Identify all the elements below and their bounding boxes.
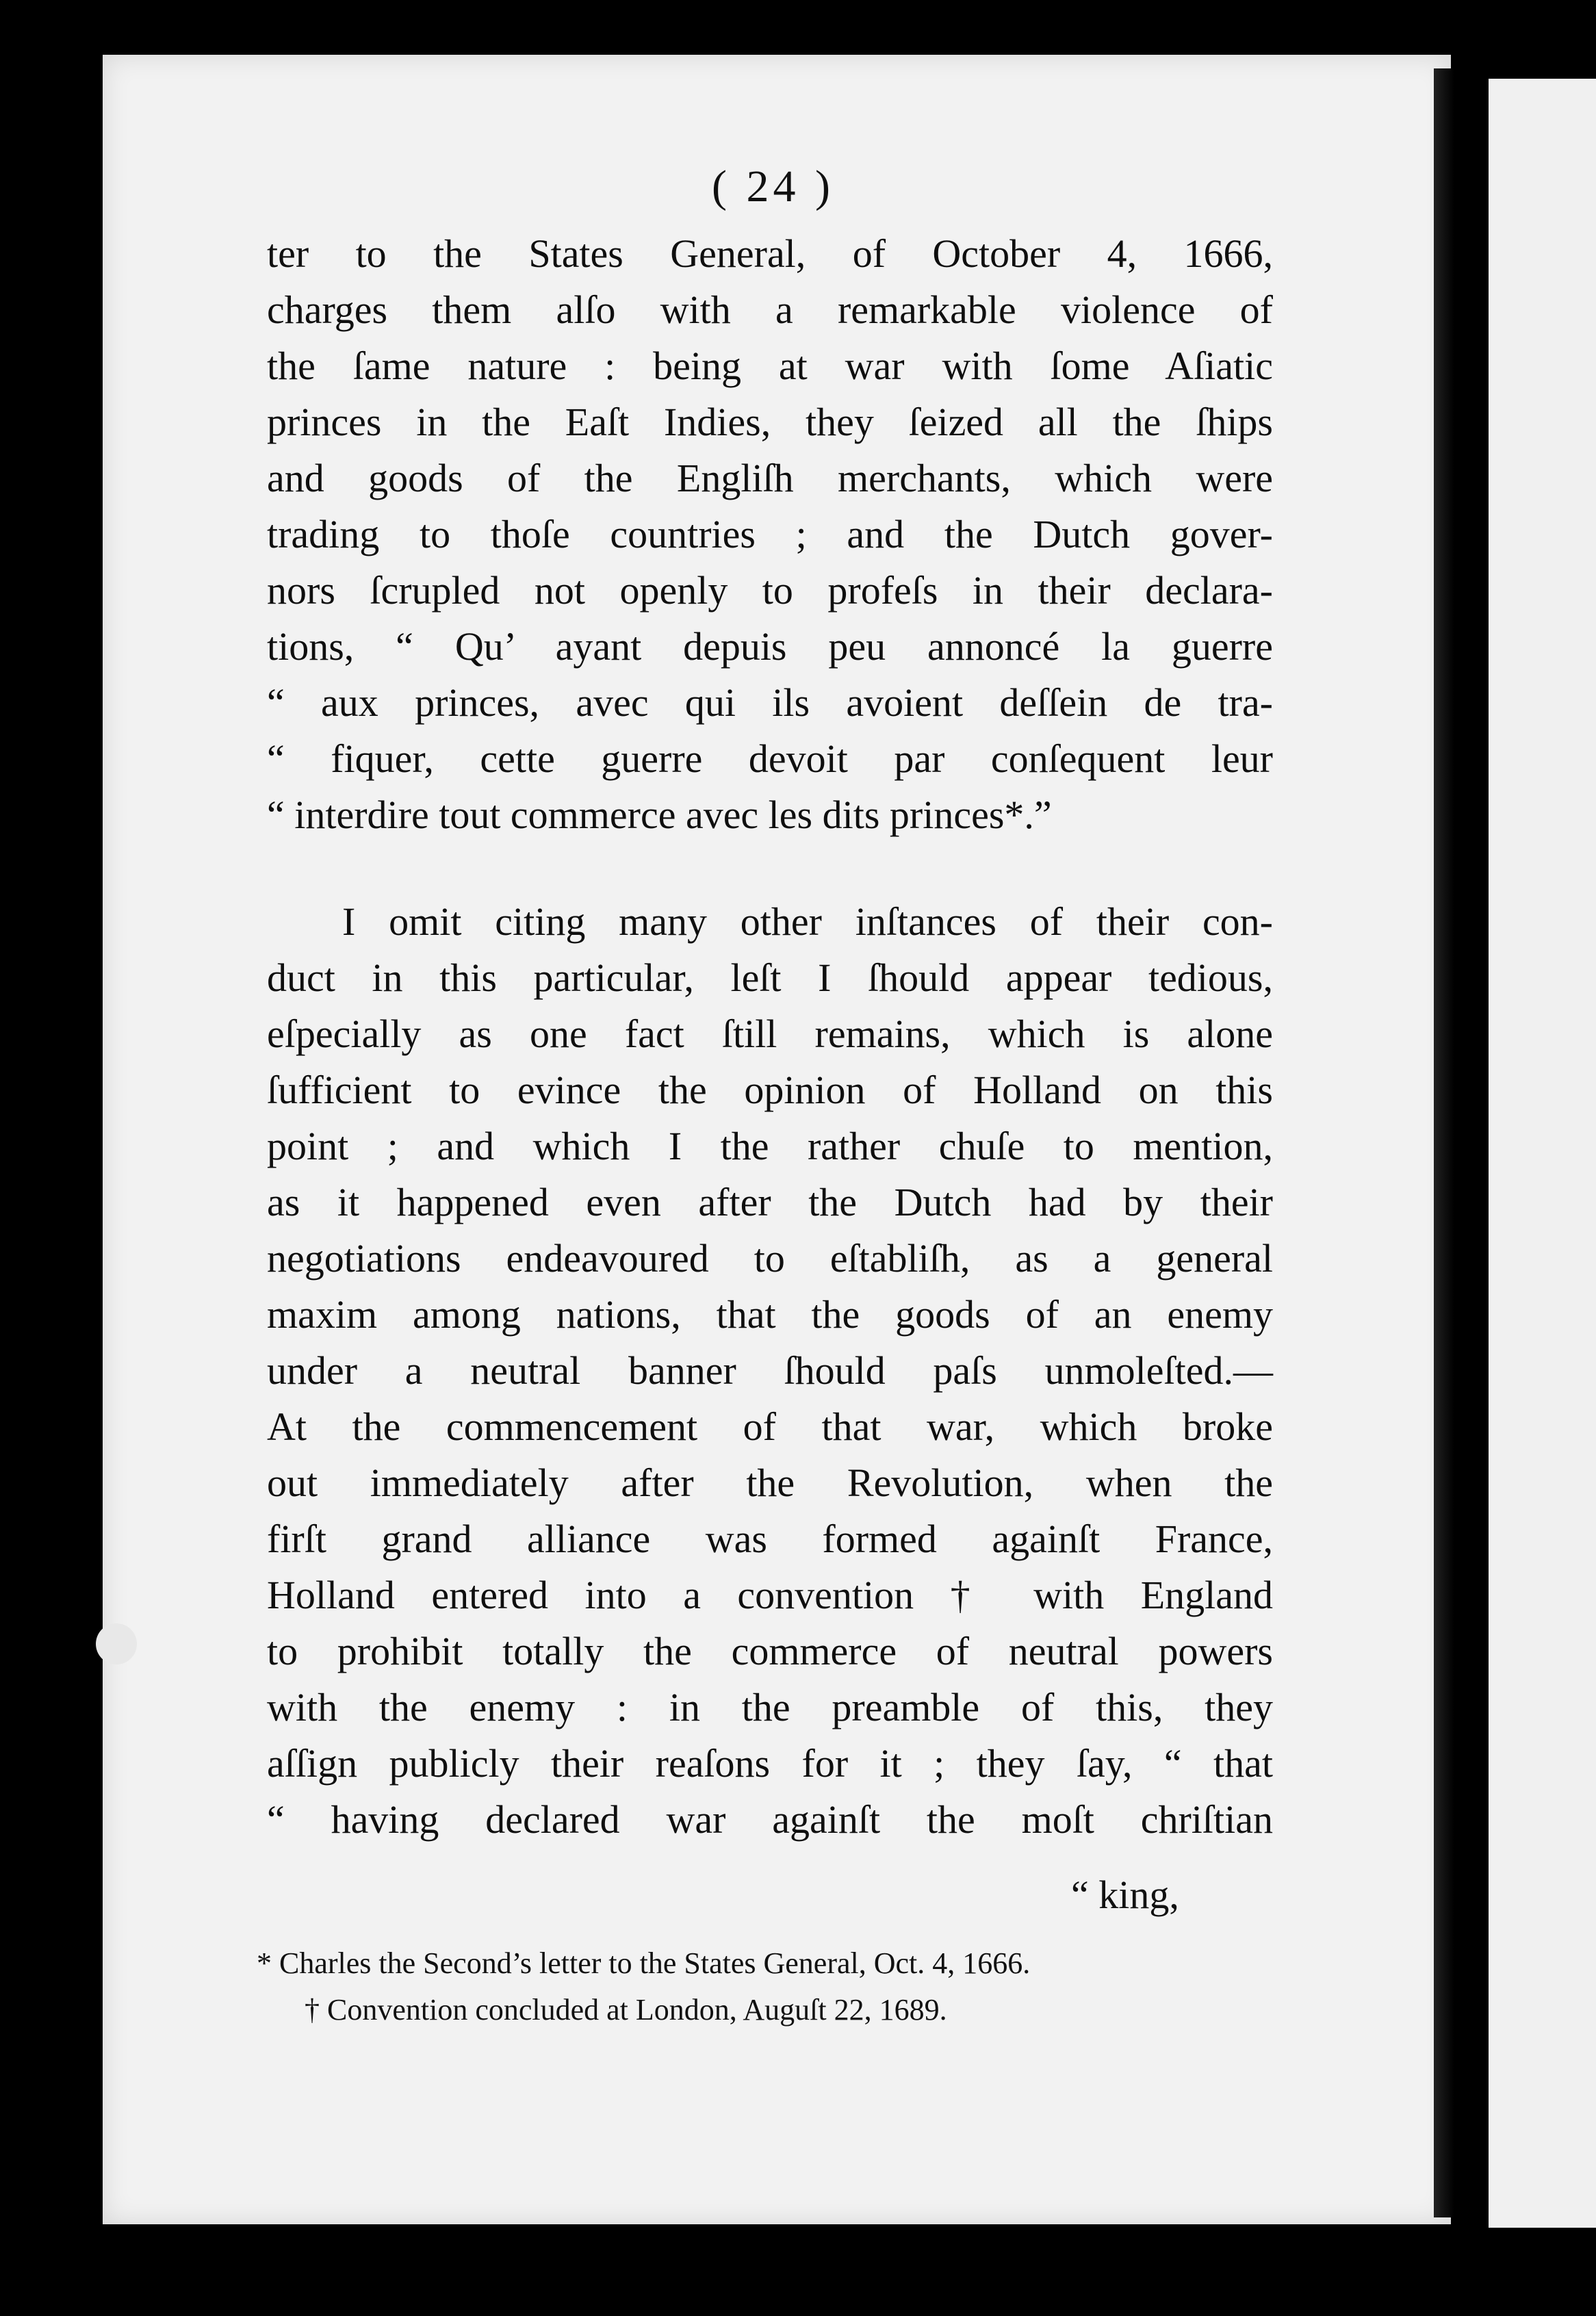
text-line: the ſame nature : being at war with ſome Aſiatic [267, 344, 1273, 388]
text-line: I omit citing many other inſtances of their con- [342, 899, 1273, 944]
paper-hole [96, 1623, 137, 1664]
text-line: maxim among nations, that the goods of an enemy [267, 1292, 1273, 1337]
text-line: point ; and which I the rather chuſe to mention, [267, 1124, 1273, 1168]
text-line: and goods of the Engliſh merchants, which were [267, 456, 1273, 500]
body-text [267, 226, 1273, 1848]
text-line: ter to the States General, of October 4, 1666, [267, 231, 1273, 276]
text-line: ſufficient to evince the opinion of Holland on this [267, 1068, 1273, 1112]
text-line: princes in the Eaſt Indies, they ſeized all the ſhips [267, 400, 1273, 444]
text-line: Holland entered into a convention † with England [267, 1573, 1273, 1617]
text-line: aſſign publicly their reaſons for it ; they ſay, “ that [267, 1741, 1273, 1786]
text-line: as it happened even after the Dutch had by their [267, 1180, 1273, 1224]
footnotes [257, 1940, 1242, 2033]
text-line: duct in this particular, leſt I ſhould appear tedious, [267, 955, 1273, 1000]
text-line: out immediately after the Revolution, when the [267, 1461, 1273, 1505]
text-line: with the enemy : in the preamble of this, they [267, 1685, 1273, 1729]
paragraph-2 [267, 894, 1273, 1848]
text-line: trading to thoſe countries ; and the Dutch gover- [267, 512, 1273, 556]
gutter-shadow [1434, 68, 1454, 2217]
text-line: tions, “ Qu’ ayant depuis peu annoncé la guerre [267, 624, 1273, 669]
text-line: “ fiquer, cette guerre devoit par conſequent leur [267, 736, 1273, 781]
text-line: firſt grand alliance was formed againſt France, [267, 1517, 1273, 1561]
text-line: “ interdire tout commerce avec les dits princes*.” [267, 793, 1052, 837]
text-line: under a neutral banner ſhould paſs unmoleſted.— [267, 1348, 1273, 1393]
text-line: At the commencement of that war, which broke [267, 1404, 1273, 1449]
footnote: * Charles the Second’s letter to the States General, Oct. 4, 1666. [257, 1946, 1031, 1980]
paragraph-1 [267, 226, 1273, 843]
catchword: “ king, [1071, 1873, 1179, 1917]
text-line: eſpecially as one fact ſtill remains, which is alone [267, 1012, 1273, 1056]
footnote: † Convention concluded at London, Auguſt 22, 1689. [305, 1993, 947, 2027]
text-line: “ having declared war againſt the moſt chriſtian [267, 1797, 1273, 1842]
text-line: “ aux princes, avec qui ils avoient deſſein de tra- [267, 680, 1273, 725]
text-line: nors ſcrupled not openly to profeſs in their declara- [267, 568, 1273, 613]
page-number: ( 24 ) [712, 162, 834, 211]
text-line: to prohibit totally the commerce of neutral powers [267, 1629, 1273, 1673]
facing-page [1489, 79, 1596, 2228]
text-line: negotiations endeavoured to eſtabliſh, as a general [267, 1236, 1273, 1281]
text-line: charges them alſo with a remarkable violence of [267, 287, 1273, 332]
